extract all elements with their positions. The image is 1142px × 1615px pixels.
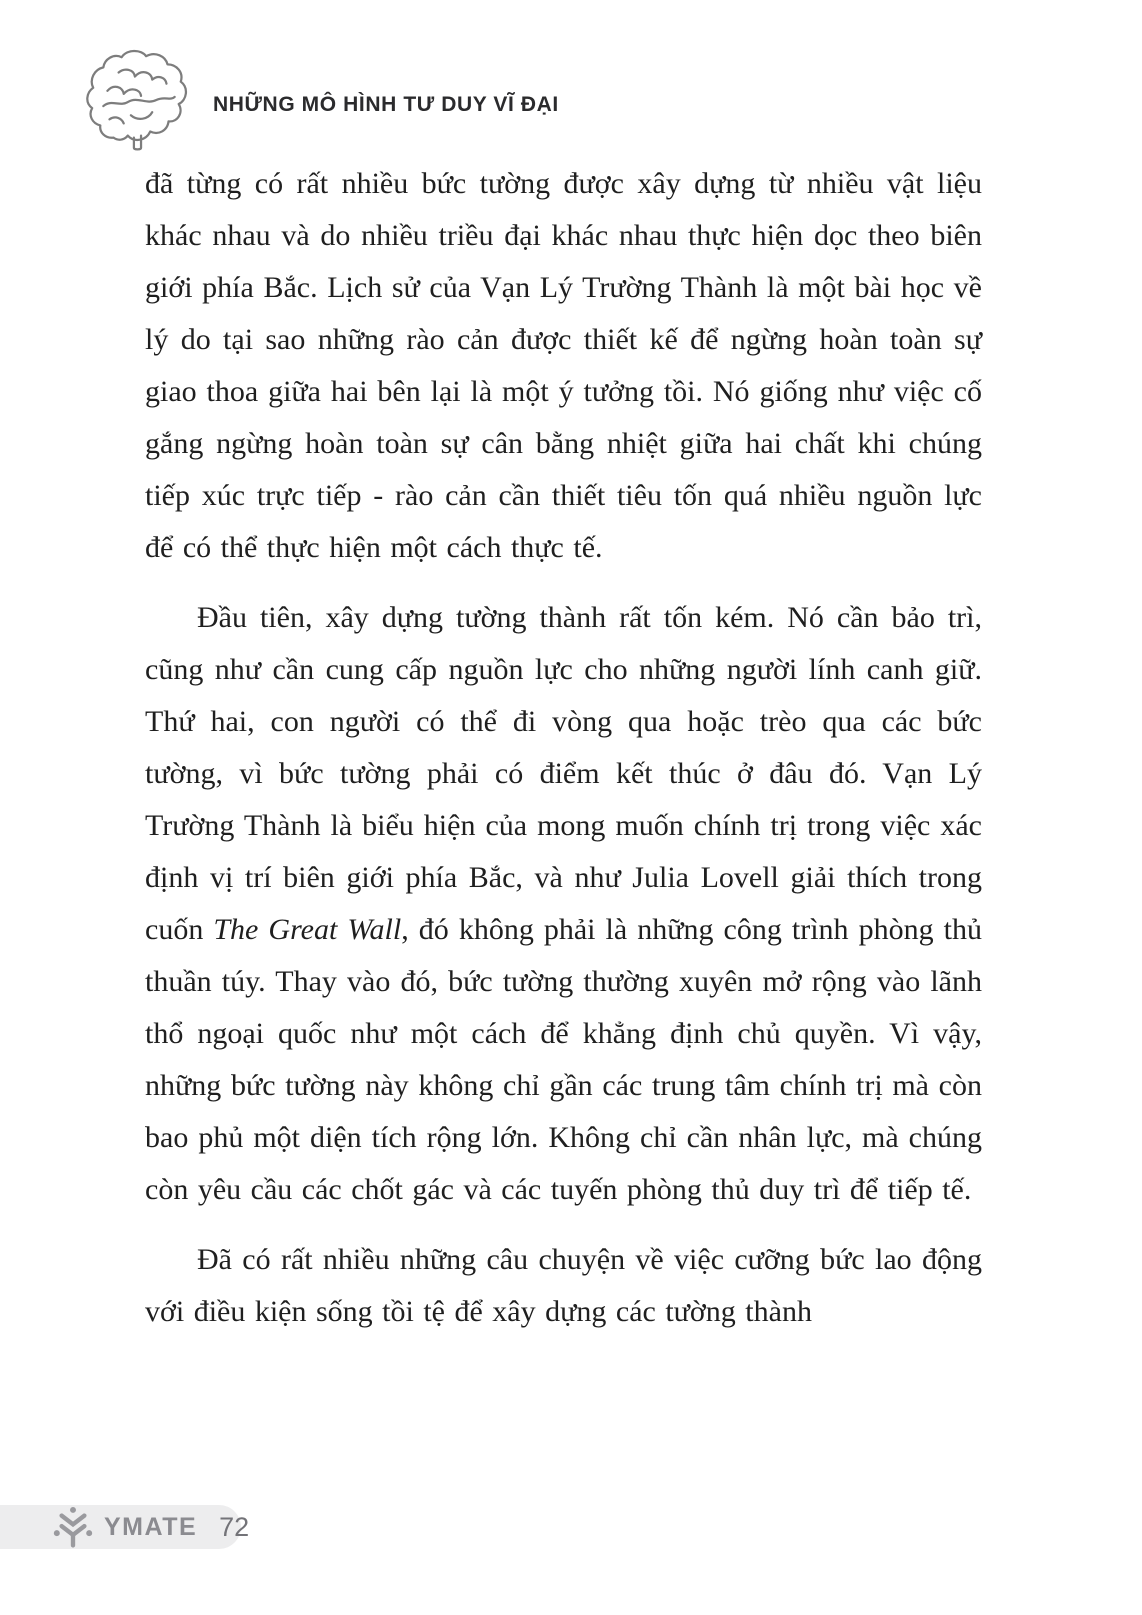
book-title-italic: The Great Wall [213, 913, 402, 946]
page-header [83, 46, 1022, 156]
paragraph-2 [145, 592, 982, 1216]
ymate-logo-icon [52, 1504, 94, 1550]
brand-label: YMATE [104, 1512, 198, 1541]
paragraph-3-text: Đã có rất nhiều những câu chuyện về việc cưỡng bức lao động với điều kiện sống tồi tệ để xây dựng các tường thành [145, 1243, 982, 1328]
running-title: NHỮNG MÔ HÌNH TƯ DUY VĨ ĐẠI [213, 93, 559, 116]
paragraph-1 [145, 158, 982, 574]
paragraph-3 [145, 1234, 982, 1338]
paragraph-1-text: đã từng có rất nhiều bức tường được xây dựng từ nhiều vật liệu khác nhau và do nhiều triều đại khác nhau thực hiện dọc theo biên giới phía Bắc. Lịch sử của Vạn Lý Trường Thành là một bài học về lý do tại sao những rào cản được thiết kế để ngừng hoàn toàn sự giao thoa giữa hai bên lại là một ý tưởng tồi. Nó giống như việc cố gắng ngừng hoàn toàn sự cân bằng nhiệt giữa hai chất khi chúng tiếp xúc trực tiếp - rào cản cần thiết tiêu tốn quá nhiều nguồn lực để có thể thực hiện một cách thực tế. [145, 167, 982, 564]
paragraph-2-text-before: Đầu tiên, xây dựng tường thành rất tốn kém. Nó cần bảo trì, cũng như cần cung cấp nguồn lực cho những người lính canh giữ. Thứ hai, con người có thể đi vòng qua hoặc trèo qua các bức tường, vì bức tường phải có điểm kết thúc ở đâu đó. Vạn Lý Trường Thành là biểu hiện của mong muốn chính trị trong việc xác định vị trí biên giới phía Bắc, và như Julia Lovell giải thích trong cuốn [145, 601, 982, 946]
paragraph-2-text-after: , đó không phải là những công trình phòng thủ thuần túy. Thay vào đó, bức tường thường xuyên mở rộng vào lãnh thổ ngoại quốc như một cách để khẳng định chủ quyền. Vì vậy, những bức tường này không chỉ gần các trung tâm chính trị mà còn bao phủ một diện tích rộng lớn. Không chỉ cần nhân lực, mà chúng còn yêu cầu các chốt gác và các tuyến phòng thủ duy trì để tiếp tế. [145, 913, 982, 1206]
body-text [145, 158, 982, 1356]
brain-icon [83, 49, 195, 153]
footer-bar [0, 1505, 250, 1549]
page-number: 72 [219, 1511, 250, 1542]
